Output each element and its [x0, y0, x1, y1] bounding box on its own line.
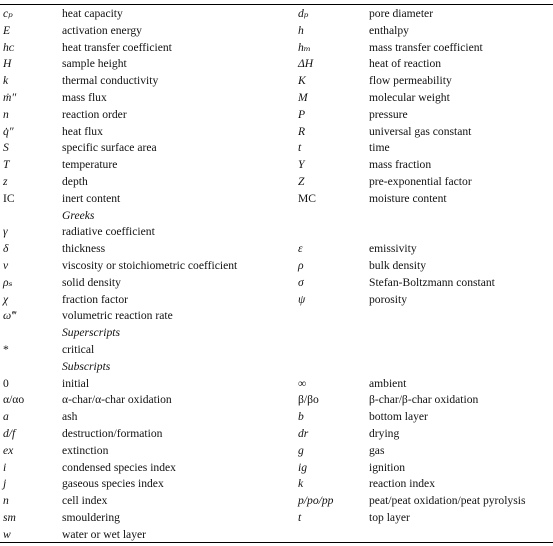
table-row: [0, 258, 553, 275]
description-right: moisture content: [369, 191, 447, 205]
description-right: bulk density: [369, 258, 427, 272]
section-heading-row: [0, 359, 553, 376]
symbol-left: d/f: [3, 426, 16, 440]
description-left: α-char/α-char oxidation: [62, 393, 172, 407]
table-row: [0, 90, 553, 107]
description-right: pre-exponential factor: [369, 174, 472, 188]
symbol-right: t: [298, 510, 302, 524]
description-left: radiative coefficient: [62, 225, 155, 239]
description-right: ambient: [369, 376, 407, 390]
bottom-rule: [0, 542, 553, 543]
table-row: [0, 23, 553, 40]
symbol-right: Y: [298, 158, 305, 172]
description-left: extinction: [62, 443, 109, 457]
description-left: smouldering: [62, 510, 120, 524]
symbol-left: ṁ″: [3, 90, 17, 104]
table-row: [0, 224, 553, 241]
description-right: mass fraction: [369, 158, 432, 172]
symbol-right: ε: [298, 242, 303, 256]
symbol-left: χ: [3, 292, 9, 306]
description-left: reaction order: [62, 107, 127, 121]
table-row: [0, 460, 553, 477]
section-heading: Subscripts: [62, 359, 111, 373]
symbol-right: P: [298, 107, 306, 121]
symbol-right: ρ: [298, 258, 304, 272]
description-right: peat/peat oxidation/peat pyrolysis: [369, 494, 526, 508]
symbol-right: dr: [298, 426, 309, 440]
description-left: activation energy: [62, 23, 142, 37]
symbol-left: cₚ: [3, 7, 13, 20]
symbol-left: w: [3, 527, 11, 541]
table-row: [0, 476, 553, 493]
table-row: [0, 392, 553, 409]
table-row: [0, 191, 553, 208]
description-right: universal gas constant: [369, 124, 472, 138]
section-heading: Greeks: [62, 208, 95, 222]
symbol-right: dₚ: [298, 7, 309, 20]
symbol-left: hᴄ: [3, 40, 15, 54]
description-left: depth: [62, 174, 88, 188]
table-row: [0, 241, 553, 258]
table-row: [0, 376, 553, 393]
symbol-left: S: [3, 141, 9, 155]
description-right: reaction index: [369, 477, 435, 491]
symbol-left: α/αo: [3, 393, 25, 407]
symbol-left: n: [3, 494, 9, 508]
symbol-left: E: [3, 23, 11, 37]
top-rule: [0, 4, 553, 5]
section-heading: Superscripts: [62, 326, 120, 340]
description-left: solid density: [62, 275, 121, 289]
description-left: specific surface area: [62, 141, 157, 155]
description-left: critical: [62, 342, 95, 356]
description-right: time: [369, 141, 390, 155]
table-row: [0, 40, 553, 57]
description-left: inert content: [62, 191, 121, 205]
table-row: [0, 443, 553, 460]
description-right: drying: [369, 426, 400, 440]
description-right: flow permeability: [369, 74, 452, 88]
symbol-left: ω̇‴: [3, 309, 17, 323]
description-right: β-char/β-char oxidation: [369, 393, 479, 407]
table-row: [0, 140, 553, 157]
symbol-right: ψ: [298, 292, 306, 306]
symbol-right: h: [298, 23, 304, 37]
symbol-right: Z: [298, 174, 305, 188]
symbol-right: β/βo: [298, 393, 319, 407]
description-right: enthalpy: [369, 23, 409, 37]
table-row: [0, 527, 553, 544]
symbol-left: j: [3, 477, 7, 491]
table-row: [0, 493, 553, 510]
symbol-left: a: [3, 410, 9, 424]
symbol-left: ex: [3, 443, 14, 457]
symbol-right: ΔH: [298, 57, 314, 71]
symbol-left: γ: [3, 225, 8, 239]
description-right: top layer: [369, 510, 410, 524]
symbol-right: σ: [298, 275, 304, 289]
symbol-right: M: [298, 90, 308, 104]
description-right: heat of reaction: [369, 57, 442, 71]
description-right: Stefan-Boltzmann constant: [369, 275, 495, 289]
section-heading-row: [0, 208, 553, 225]
symbol-right: b: [298, 410, 304, 424]
description-right: ignition: [369, 460, 406, 474]
description-left: heat transfer coefficient: [62, 40, 172, 54]
symbol-left: i: [3, 460, 7, 474]
symbol-left: T: [3, 158, 10, 172]
symbol-right: k: [298, 477, 304, 491]
symbol-left: ν: [3, 258, 9, 272]
description-left: heat capacity: [62, 7, 123, 20]
symbol-right: MC: [298, 191, 317, 205]
description-left: water or wet layer: [62, 527, 147, 541]
description-left: fraction factor: [62, 292, 128, 306]
description-right: bottom layer: [369, 410, 428, 424]
symbol-right: g: [298, 443, 304, 457]
description-left: mass flux: [62, 90, 107, 104]
symbol-right: p/po/pp: [298, 494, 334, 508]
symbol-left: q̇″: [3, 124, 14, 138]
table-row: [0, 510, 553, 527]
description-right: mass transfer coefficient: [369, 40, 483, 54]
description-right: porosity: [369, 292, 408, 306]
table-row: [0, 56, 553, 73]
description-left: condensed species index: [62, 460, 176, 474]
description-left: gaseous species index: [62, 477, 164, 491]
symbol-right: K: [298, 74, 306, 88]
symbol-left: IC: [3, 191, 15, 205]
table-row: [0, 124, 553, 141]
symbol-left: δ: [3, 242, 9, 256]
description-left: volumetric reaction rate: [62, 309, 173, 323]
table-row: [0, 308, 553, 325]
symbol-right: hₘ: [298, 40, 311, 54]
symbol-right: ig: [298, 460, 308, 474]
description-left: cell index: [62, 494, 108, 508]
description-right: emissivity: [369, 242, 417, 256]
description-left: destruction/formation: [62, 426, 163, 440]
symbol-left: *: [3, 342, 9, 356]
table-row: [0, 157, 553, 174]
table-row: [0, 174, 553, 191]
table-row: [0, 292, 553, 309]
symbol-left: sm: [3, 510, 16, 524]
description-right: gas: [369, 443, 385, 457]
symbol-right: R: [298, 124, 306, 138]
description-right: pressure: [369, 107, 408, 121]
table-row: [0, 6, 553, 23]
symbol-left: z: [3, 174, 8, 188]
nomenclature-rows: [0, 6, 553, 544]
symbol-left: ρₛ: [3, 275, 13, 289]
description-left: viscosity or stoichiometric coefficient: [62, 258, 238, 272]
description-left: temperature: [62, 158, 118, 172]
table-row: [0, 426, 553, 443]
symbol-left: H: [3, 57, 12, 71]
symbol-left: n: [3, 107, 9, 121]
description-right: molecular weight: [369, 90, 450, 104]
section-heading-row: [0, 325, 553, 342]
symbol-left: 0: [3, 376, 9, 390]
table-row: [0, 275, 553, 292]
symbol-right: ∞: [298, 376, 307, 390]
description-left: thickness: [62, 242, 106, 256]
table-row: [0, 107, 553, 124]
description-left: ash: [62, 410, 78, 424]
table-row: [0, 73, 553, 90]
symbol-right: t: [298, 141, 302, 155]
symbol-left: k: [3, 74, 9, 88]
description-left: sample height: [62, 57, 127, 71]
table-row: [0, 342, 553, 359]
description-right: pore diameter: [369, 7, 434, 20]
description-left: thermal conductivity: [62, 74, 159, 88]
table-row: [0, 409, 553, 426]
description-left: heat flux: [62, 124, 103, 138]
description-left: initial: [62, 376, 90, 390]
